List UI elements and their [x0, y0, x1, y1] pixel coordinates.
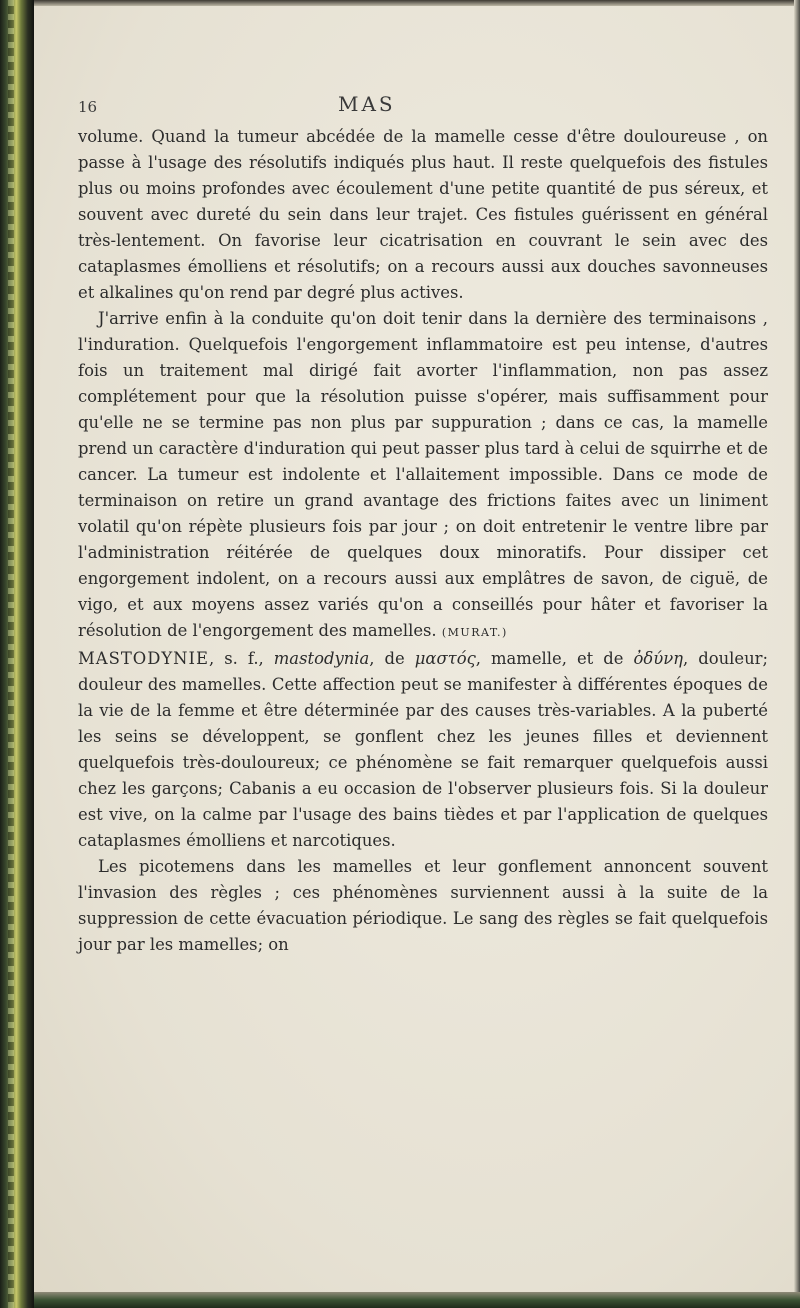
author-signature: (MURAT.)	[441, 626, 508, 639]
entry-mastodynie	[78, 646, 768, 854]
entry-pos: , s. f.,	[208, 649, 274, 668]
paragraph-1-text: volume. Quand la tumeur abcédée de la mamelle cesse d'être douloureuse , on passe à l'usage des résolutifs indiqués plus haut. Il reste quelquefois des fistules plus ou moins profondes avec écoulement d'une petite quantité de pus séreux, et souvent avec dureté du sein dans leur trajet. Ces fistules guérissent en général très-lentement. On favorise leur cicatrisation en couvrant le sein avec des cataplasmes émolliens et résolutifs; on a recours aussi aux douches savonneuses et alkalines qu'on rend par degré plus actives.	[78, 127, 768, 302]
entry-etym-2: , mamelle, et de	[475, 649, 634, 668]
book-spine	[0, 0, 34, 1308]
page-number: 16	[78, 98, 98, 116]
body-text	[78, 124, 768, 958]
entry-body-text: , douleur; douleur des mamelles. Cette affection peut se manifester à différentes époques de la vie de la femme et être déterminée par des causes très-variables. A la puberté les seins se développent, se gonflent chez les jeunes filles et deviennent quelquefois très-douloureux; ce phénomène se fait remarquer quelquefois aussi chez les garçons; Cabanis a eu occasion de l'observer plusieurs fois. Si la douleur est vive, on la calme par l'usage des bains tièdes et par l'application de quelques cataplasmes émolliens et narcotiques.	[78, 649, 768, 850]
paragraph-picotemens	[78, 854, 768, 958]
page-right-edge	[794, 0, 800, 1308]
page-header	[78, 92, 768, 122]
entry-greek-2: ὀδύνη	[633, 649, 683, 668]
entry-etym-1: , de	[369, 649, 415, 668]
paragraph-2-text: J'arrive enfin à la conduite qu'on doit tenir dans la dernière des terminaisons , l'induration. Quelquefois l'engorgement inflammatoire est peu intense, d'autres fois un traitement mal dirigé fait avorter l'inflammation, non pas assez complétement pour que la résolution puisse s'opérer, mais suffisamment pour qu'elle ne se termine pas non plus par suppuration ; dans ce cas, la mamelle prend un caractère d'induration qui peut passer plus tard à celui de squirrhe et de cancer. La tumeur est indolente et l'allaitement impossible. Dans ce mode de terminaison on retire un grand avantage des frictions faites avec un liniment volatil qu'on répète plusieurs fois par jour ; on doit entretenir le ventre libre par l'administration réitérée de quelques doux minoratifs. Pour dissiper cet engorgement indolent, on a recours aussi aux emplâtres de savon, de ciguë, de vigo, et aux moyens assez variés qu'on a conseillés pour hâter et favoriser la résolution de l'engorgement des mamelles.	[78, 309, 768, 640]
paragraph-4-text: Les picotemens dans les mamelles et leur gonflement annoncent souvent l'invasion des règles ; ces phénomènes surviennent aussi à la suite de la suppression de cette évacuation périodique. Le sang des règles se fait quelquefois jour par les mamelles; on	[78, 857, 768, 954]
page-bottom-edge	[34, 1292, 800, 1308]
running-head: MAS	[338, 92, 396, 116]
entry-latin-term: mastodynia	[273, 649, 370, 668]
paragraph-induration	[78, 306, 768, 646]
paragraph-continuation	[78, 124, 768, 306]
page-top-edge	[34, 0, 794, 6]
entry-headword: MASTODYNIE	[78, 649, 209, 668]
entry-greek-1: μαστός	[414, 649, 476, 668]
